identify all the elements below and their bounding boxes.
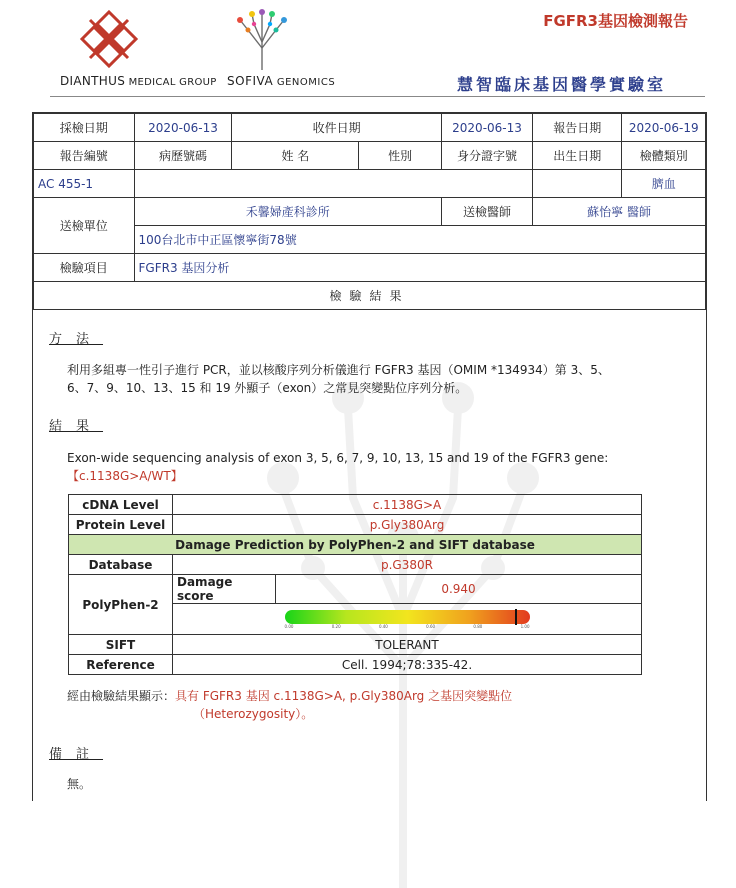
score-tick: 0.00 [284,623,294,629]
score-marker [515,609,517,625]
variant-table [68,494,642,675]
cdna-value: c.1138G>A [173,495,642,515]
dianthus-logo-icon [78,8,140,70]
specimen: 臍血 [622,170,706,198]
sift-value: TOLERANT [173,635,642,655]
notes-title: 備註 [49,747,104,762]
prediction-band: Damage Prediction by PolyPhen-2 and SIFT database [69,535,642,555]
table-row [34,114,706,142]
receive-date: 2020-06-13 [441,114,532,142]
report-date: 2020-06-19 [622,114,706,142]
method-text [67,361,610,397]
sex-label: 性別 [359,142,442,170]
method-title: 方法 [49,332,104,347]
dianthus-name: DIANTHUS MEDICAL GROUP [60,74,217,88]
table-row [69,655,642,675]
result-text [67,449,608,485]
cdna-label: cDNA Level [69,495,173,515]
sofiva-logo-icon [230,8,294,72]
damage-score-bar [285,610,530,624]
score-tick: 0.20 [331,623,341,629]
sift-label: SIFT [69,635,173,655]
score-ticks [285,624,530,632]
report-title: FGFR3基因檢測報告 [543,12,688,30]
empty-cell [134,170,533,198]
table-row [34,226,706,254]
table-row [69,575,642,604]
protein-label: Protein Level [69,515,173,535]
empty-cell [533,170,622,198]
table-row [69,535,642,555]
table-row [69,555,642,575]
reference-label: Reference [69,655,173,675]
result-band: 檢驗結果 [34,282,706,310]
specimen-label: 檢體類別 [622,142,706,170]
conclusion-prefix: 經由檢驗結果顯示： [67,689,176,703]
header-divider [50,96,705,97]
table-row [34,142,706,170]
collect-date: 2020-06-13 [134,114,232,142]
conclusion-finding: 具有 FGFR3 基因 c.1138G>A, p.Gly380Arg 之基因突變點位 [175,689,513,703]
conclusion-zygosity: （Heterozygosity）。 [193,707,314,721]
collect-date-label: 採檢日期 [34,114,135,142]
score-tick: 0.60 [426,623,436,629]
result-line: Exon-wide sequencing analysis of exon 3, 5, 6, 7, 9, 10, 13, 15 and 19 of the FGFR3 gene: [67,451,609,465]
test-item: FGFR3 基因分析 [134,254,705,282]
clinic-address: 100台北市中正區懷寧街78號 [134,226,705,254]
table-row [34,282,706,310]
score-label: Damage score [173,575,276,604]
receive-date-label: 收件日期 [232,114,442,142]
birth-label: 出生日期 [533,142,622,170]
lab-name: 慧智臨床基因醫學實驗室 [456,75,666,94]
clinic-name: 禾馨婦產科診所 [134,198,441,226]
doctor-name: 蘇怡寧 醫師 [533,198,706,226]
report-header [0,0,736,105]
sender-label: 送檢單位 [34,198,135,254]
database-label: Database [69,555,173,575]
report-frame [32,112,707,801]
score-tick: 0.40 [378,623,388,629]
score-bar-cell [173,604,642,635]
report-date-label: 報告日期 [533,114,622,142]
table-row [69,515,642,535]
record-no-label: 病歷號碼 [134,142,232,170]
report-no-label: 報告編號 [34,142,135,170]
report-no: AC 455-1 [34,170,135,198]
polyphen-label: PolyPhen-2 [69,575,173,635]
doctor-label: 送檢醫師 [441,198,532,226]
patient-info-table [33,113,706,310]
item-label: 檢驗項目 [34,254,135,282]
table-row [69,635,642,655]
method-line: 6、7、9、10、13、15 和 19 外顯子（exon）之常見突變點位序列分析。 [67,381,468,395]
table-row [34,170,706,198]
protein-value: p.Gly380Arg [173,515,642,535]
score-value: 0.940 [276,575,642,604]
table-row [34,198,706,226]
conclusion [67,687,512,723]
notes-text: 無。 [67,777,92,791]
table-row [69,495,642,515]
database-value: p.G380R [173,555,642,575]
sofiva-name: SOFIVA GENOMICS [227,74,336,88]
method-line: 利用多組專一性引子進行 PCR，並以核酸序列分析儀進行 FGFR3 基因（OMIM *134934）第 3、5、 [67,363,610,377]
reference-value: Cell. 1994;78:335-42. [173,655,642,675]
genotype: 【c.1138G>A/WT】 [67,469,183,483]
score-tick: 1.00 [520,623,530,629]
id-label: 身分證字號 [441,142,532,170]
result-title: 結果 [49,419,104,434]
name-label: 姓 名 [232,142,359,170]
table-row [34,254,706,282]
score-tick: 0.80 [473,623,483,629]
